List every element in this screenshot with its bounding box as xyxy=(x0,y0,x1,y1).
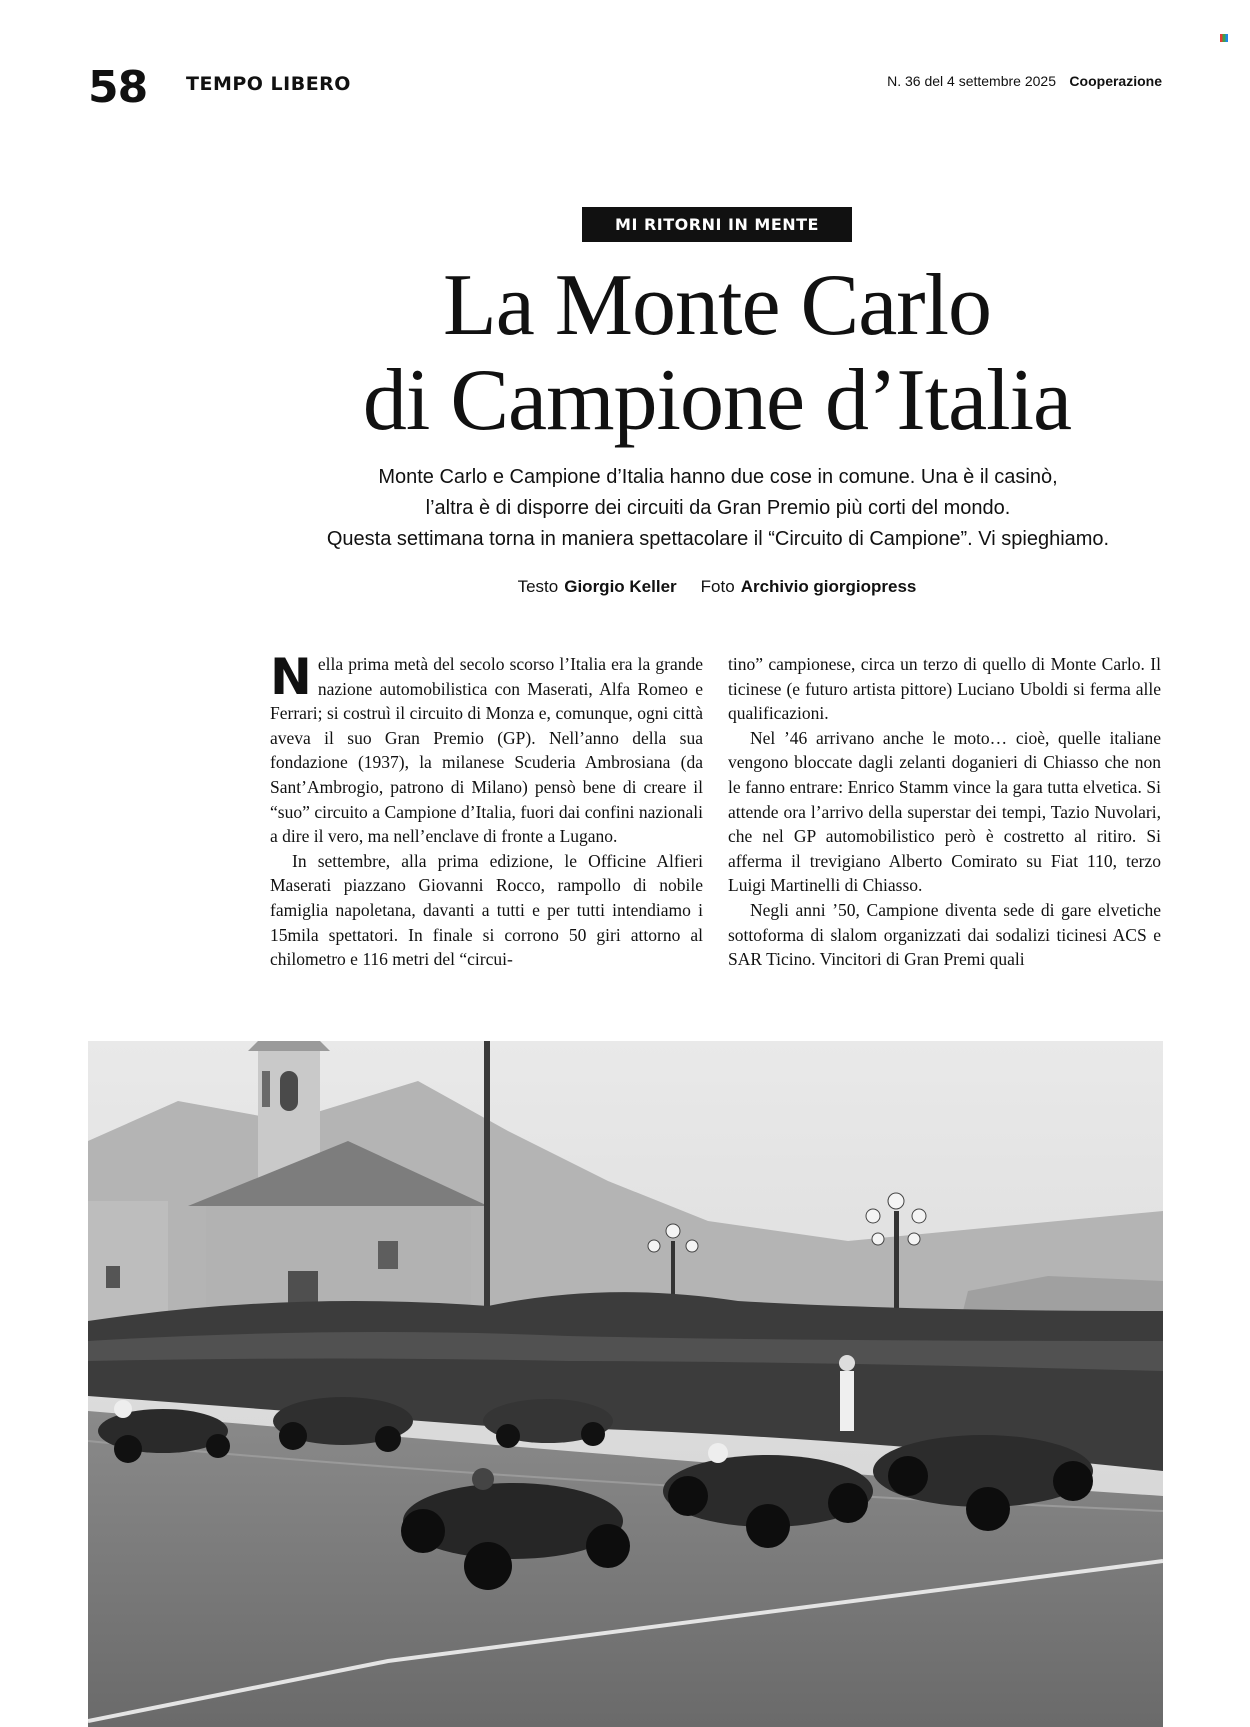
article-column-2 xyxy=(728,652,1161,972)
paragraph xyxy=(270,648,703,849)
article-title xyxy=(0,258,1250,448)
article-lead xyxy=(240,462,1196,555)
text-author: Giorgio Keller xyxy=(564,577,677,596)
lead-line-1: Monte Carlo e Campione d’Italia hanno due cose in comune. Una è il casinò, xyxy=(378,466,1058,488)
lead-line-2: l’altra è di disporre dei circuiti da Gran Premio più corti del mondo. xyxy=(425,497,1011,519)
race-car xyxy=(483,1399,613,1448)
race-official xyxy=(840,1371,854,1431)
paragraph-text: ella prima metà del secolo scorso l’Italia era la grande nazione automobilistica con Maserati, Alfa Romeo e Ferrari; si costruì il circuito di Monza e, comunque, ogni città aveva il suo Gran Premio (GP). Nell’anno della sua fondazione (1937), la milanese Scuderia Ambrosiana (da Sant’Ambrogio, patrono di Milano) pensò bene di creare il “suo” circuito a Campione d’Italia, fuori dai confini nazionali a dire il vero, ma nell’enclave di fronte a Lugano. xyxy=(270,654,703,847)
photo-source: Archivio giorgiopress xyxy=(740,577,917,596)
drop-cap: N xyxy=(270,648,312,706)
paragraph: tino” campionese, circa un terzo di quello di Monte Carlo. Il ticinese (e futuro artista pittore) Luciano Uboldi si ferma alle qualificazioni. xyxy=(728,654,1161,724)
race-car xyxy=(273,1397,413,1452)
color-registration-mark xyxy=(1220,34,1228,42)
page-number: 58 xyxy=(88,62,148,113)
kicker-label: MI RITORNI IN MENTE xyxy=(582,207,852,242)
lead-line-3: Questa settimana torna in maniera spettacolare il “Circuito di Campione”. Vi spieghiamo. xyxy=(326,528,1110,550)
race-photo xyxy=(88,1041,1163,1727)
text-credit-label: Testo xyxy=(517,577,559,596)
title-line-2: di Campione d’Italia xyxy=(362,352,1072,449)
paragraph: In settembre, alla prima edizione, le Officine Alfieri Maserati piazzano Giovanni Rocco, rampollo di nobile famiglia napoletana, davanti a tutti e per tutti intendiamo i 15mila spettatori. In finale si corrono 50 giri attorno al chilometro e 116 metri del “circui- xyxy=(270,850,703,970)
race-photo-illustration xyxy=(88,1041,1163,1727)
article-credits xyxy=(0,577,1250,597)
issue-info: N. 36 del 4 settembre 2025 xyxy=(887,73,1056,89)
magazine-name: Cooperazione xyxy=(1069,73,1162,89)
paragraph: Negli anni ’50, Campione diventa sede di gare elvetiche sottoforma di slalom organizzati dai sodalizi ticinesi ACS e SAR Ticino. Vincitori di Gran Premi quali xyxy=(728,899,1161,970)
photo-credit-label: Foto xyxy=(700,577,735,596)
paragraph: Nel ’46 arrivano anche le moto… cioè, quelle italiane vengono bloccate dagli zelanti doganieri di Chiasso che non le fanno entrare: Enrico Stamm vince la gara tutta elvetica. Si attende ora l’arrivo della superstar dei tempi, Tazio Nuvolari, che nel GP automobilistico però è costretto al ritiro. Si afferma il trevigiano Alberto Comirato su Fiat 110, terzo Luigi Martinelli di Chiasso. xyxy=(728,727,1161,896)
title-line-1: La Monte Carlo xyxy=(442,257,992,354)
section-title: TEMPO LIBERO xyxy=(186,73,351,95)
article-column-1 xyxy=(270,648,703,972)
